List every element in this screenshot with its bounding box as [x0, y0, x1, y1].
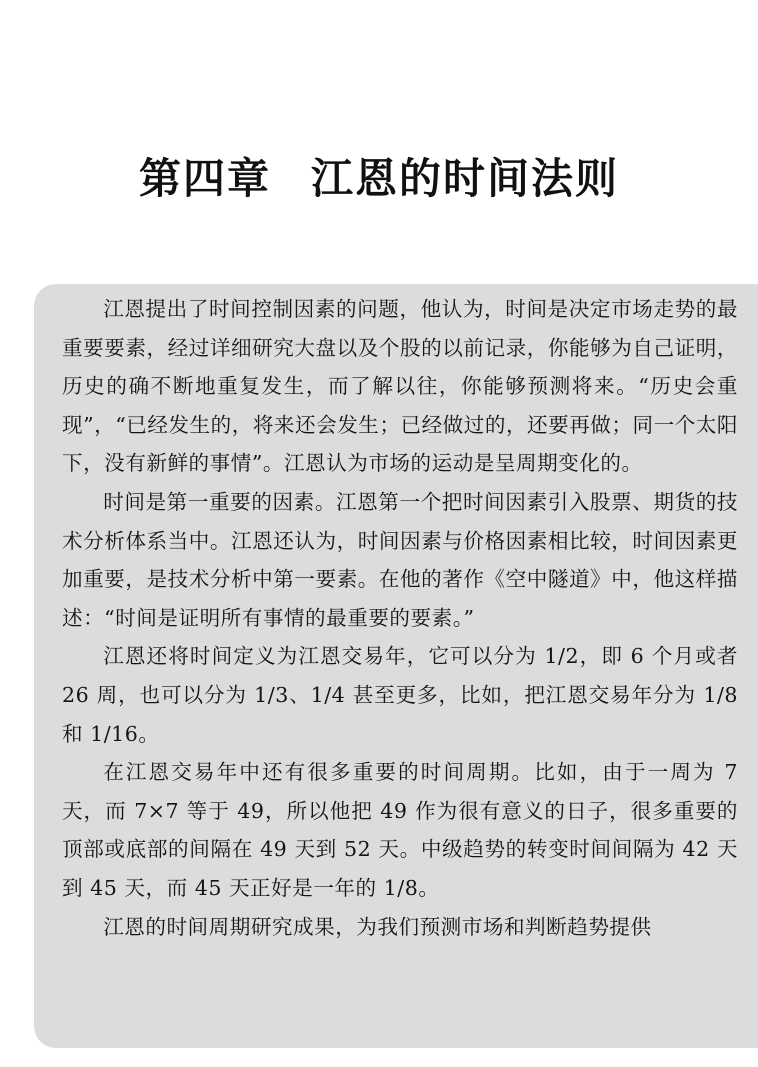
chapter-number: 第四章 [138, 154, 271, 204]
chapter-name: 江恩的时间法则 [311, 154, 620, 204]
chapter-title [0, 146, 758, 206]
paragraph-4: 在江恩交易年中还有很多重要的时间周期。比如，由于一周为 7 天，而 7×7 等于 49，所以他把 49 作为很有意义的日子，很多重要的顶部或底部的间隔在 49 天到 52 天。中级趋势的转变时间间隔为 42 天到 45 天，而 45 天正好是一年的 1/8。 [62, 760, 738, 900]
paragraph-5: 江恩的时间周期研究成果，为我们预测市场和判断趋势提供 [103, 914, 652, 939]
paragraph-2: 时间是第一重要的因素。江恩第一个把时间因素引入股票、期货的技术分析体系当中。江恩还认为，时间因素与价格因素相比较，时间因素更加重要，是技术分析中第一要素。在他的著作《空中隧道》中，他这样描述：“时间是证明所有事情的最重要的要素。” [62, 489, 738, 630]
paragraph-3: 江恩还将时间定义为江恩交易年，它可以分为 1/2，即 6 个月或者 26 周，也可以分为 1/3、1/4 甚至更多，比如，把江恩交易年分为 1/8 和 1/16。 [62, 644, 738, 746]
paragraph-1: 江恩提出了时间控制因素的问题，他认为，时间是决定市场走势的最重要要素，经过详细研究大盘以及个股的以前记录，你能够为自己证明，历史的确不断地重复发生，而了解以往，你能够预测将来。“历史会重现”，“已经发生的，将来还会发生；已经做过的，还要再做；同一个太阳下，没有新鲜的事情”。江恩认为市场的运动是呈周期变化的。 [62, 297, 738, 476]
highlighted-text-box [34, 284, 758, 1048]
